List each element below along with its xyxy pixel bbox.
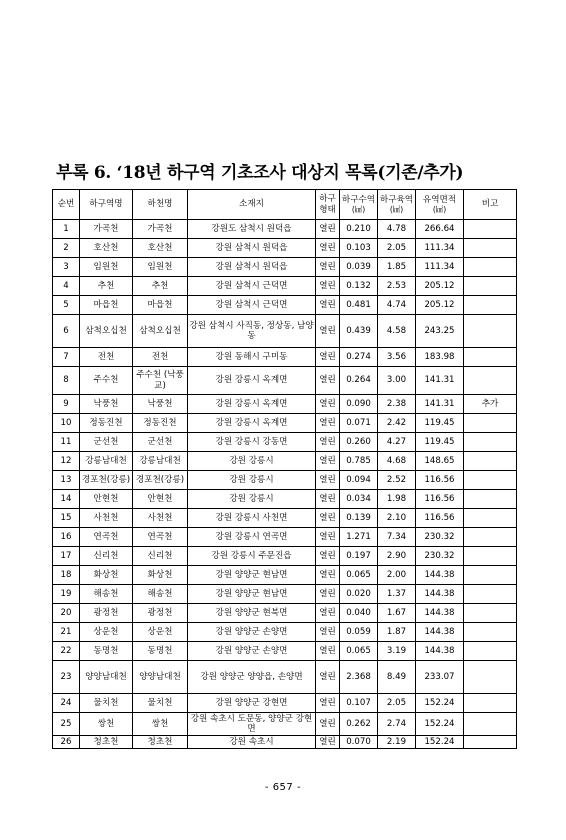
cell-estuary-area: 4.27 [378,433,416,452]
cell-type: 열린 [316,258,340,277]
cell-type: 열린 [316,452,340,471]
cell-river: 정동진천 [133,414,188,433]
cell-estuary: 경포천(강릉) [80,471,133,490]
page-number: - 657 - [264,782,302,793]
table-row [53,220,517,239]
cell-note [464,220,517,239]
cell-type: 열린 [316,239,340,258]
cell-basin-area: 141.31 [416,395,464,414]
cell-type: 열린 [316,736,340,749]
cell-estuary: 광정천 [80,604,133,623]
cell-river: 청초천 [133,736,188,749]
cell-note [464,547,517,566]
cell-location: 강원 강릉시 옥계면 [188,367,316,395]
cell-river: 가곡천 [133,220,188,239]
cell-water-area: 0.481 [340,296,378,315]
cell-type: 열린 [316,661,340,694]
cell-estuary-area: 2.00 [378,566,416,585]
cell-type: 열린 [316,585,340,604]
cell-basin-area: 111.34 [416,239,464,258]
cell-note [464,528,517,547]
cell-estuary: 해송천 [80,585,133,604]
cell-note [464,623,517,642]
cell-estuary-area: 3.00 [378,367,416,395]
cell-river: 연곡천 [133,528,188,547]
cell-river: 동명천 [133,642,188,661]
cell-estuary-area: 2.05 [378,694,416,713]
cell-location: 강원 삼척시 원덕읍 [188,258,316,277]
table-body [53,220,517,749]
cell-estuary-area: 4.78 [378,220,416,239]
header-location: 소재지 [188,190,316,220]
cell-no: 23 [53,661,80,694]
cell-water-area: 0.040 [340,604,378,623]
cell-type: 열린 [316,623,340,642]
cell-river: 호산천 [133,239,188,258]
table-row [53,585,517,604]
header-type-line2: 형태 [319,204,336,215]
header-water-area [340,190,378,220]
table-row [53,642,517,661]
cell-basin-area: 144.38 [416,642,464,661]
cell-no: 24 [53,694,80,713]
cell-river: 안현천 [133,490,188,509]
cell-estuary: 임원천 [80,258,133,277]
table-row [53,471,517,490]
cell-type: 열린 [316,367,340,395]
cell-note [464,694,517,713]
table-row [53,414,517,433]
cell-water-area: 2.368 [340,661,378,694]
cell-basin-area: 205.12 [416,296,464,315]
cell-basin-area: 119.45 [416,414,464,433]
cell-note [464,713,517,736]
cell-estuary-area: 2.90 [378,547,416,566]
cell-estuary-area: 1.85 [378,258,416,277]
header-river: 하천명 [133,190,188,220]
cell-estuary: 사천천 [80,509,133,528]
cell-no: 1 [53,220,80,239]
cell-basin-area: 144.38 [416,585,464,604]
table-row [53,452,517,471]
cell-water-area: 0.103 [340,239,378,258]
header-note: 비고 [464,190,517,220]
cell-location: 강원 강릉시 [188,490,316,509]
table-row [53,315,517,348]
cell-basin-area: 111.34 [416,258,464,277]
cell-location: 강원 강릉시 강동면 [188,433,316,452]
cell-estuary: 안현천 [80,490,133,509]
table-row [53,258,517,277]
cell-no: 26 [53,736,80,749]
cell-estuary: 군선천 [80,433,133,452]
cell-type: 열린 [316,566,340,585]
cell-basin-area: 152.24 [416,713,464,736]
cell-note [464,471,517,490]
cell-water-area: 0.034 [340,490,378,509]
table-row [53,277,517,296]
cell-estuary-area: 4.58 [378,315,416,348]
cell-estuary-area: 2.52 [378,471,416,490]
cell-note [464,414,517,433]
cell-no: 19 [53,585,80,604]
cell-estuary: 청초천 [80,736,133,749]
cell-location: 강원 강릉시 옥계면 [188,395,316,414]
cell-location: 강원 양양군 손양면 [188,642,316,661]
cell-location: 강원 속초시 [188,736,316,749]
cell-location: 강원 강릉시 사천면 [188,509,316,528]
table-row [53,694,517,713]
cell-estuary-area: 3.19 [378,642,416,661]
cell-water-area: 0.262 [340,713,378,736]
cell-water-area: 0.071 [340,414,378,433]
cell-no: 18 [53,566,80,585]
header-estuary-area-label: 하구육역 [379,194,414,205]
cell-note [464,661,517,694]
table-row [53,547,517,566]
cell-type: 열린 [316,414,340,433]
cell-location: 강원 양양군 현남면 [188,566,316,585]
cell-type: 열린 [316,220,340,239]
table-header-row [53,190,517,220]
cell-type: 열린 [316,528,340,547]
cell-basin-area: 116.56 [416,471,464,490]
cell-river: 양양남대천 [133,661,188,694]
header-water-area-unit: (㎢) [351,205,366,215]
header-estuary-area-unit: (㎢) [389,205,404,215]
cell-basin-area: 152.24 [416,694,464,713]
cell-no: 21 [53,623,80,642]
cell-no: 5 [53,296,80,315]
cell-basin-area: 230.32 [416,547,464,566]
cell-type: 열린 [316,509,340,528]
cell-location: 강원 동해시 구미동 [188,348,316,367]
cell-no: 14 [53,490,80,509]
cell-no: 15 [53,509,80,528]
cell-water-area: 0.264 [340,367,378,395]
cell-estuary-area: 7.34 [378,528,416,547]
table-row [53,395,517,414]
header-basin-area [416,190,464,220]
cell-river: 전천 [133,348,188,367]
cell-no: 3 [53,258,80,277]
cell-estuary: 상운천 [80,623,133,642]
cell-note [464,367,517,395]
cell-no: 2 [53,239,80,258]
cell-location: 강원 삼척시 근덕면 [188,296,316,315]
cell-estuary: 강릉남대천 [80,452,133,471]
page-title: 부록 6. ‘18년 하구역 기초조사 대상지 목록(기존/추가) [56,163,464,183]
cell-note [464,736,517,749]
cell-water-area: 0.260 [340,433,378,452]
cell-water-area: 1.271 [340,528,378,547]
cell-type: 열린 [316,395,340,414]
cell-estuary: 물치천 [80,694,133,713]
cell-no: 16 [53,528,80,547]
table-row [53,509,517,528]
cell-note [464,433,517,452]
cell-note [464,452,517,471]
cell-estuary-area: 2.05 [378,239,416,258]
cell-no: 12 [53,452,80,471]
table-row [53,604,517,623]
cell-basin-area: 233.07 [416,661,464,694]
cell-note: 추가 [464,395,517,414]
cell-estuary-area: 1.67 [378,604,416,623]
cell-no: 4 [53,277,80,296]
cell-no: 20 [53,604,80,623]
cell-no: 7 [53,348,80,367]
cell-estuary-area: 2.38 [378,395,416,414]
cell-water-area: 0.132 [340,277,378,296]
cell-location: 강원 강릉시 [188,452,316,471]
cell-estuary: 추천 [80,277,133,296]
header-estuary: 하구역명 [80,190,133,220]
cell-note [464,604,517,623]
cell-river: 경포천(강릉) [133,471,188,490]
cell-note [464,509,517,528]
cell-estuary: 쌍천 [80,713,133,736]
cell-basin-area: 116.56 [416,509,464,528]
cell-location: 강원 강릉시 주문진읍 [188,547,316,566]
cell-estuary: 동명천 [80,642,133,661]
cell-river: 해송천 [133,585,188,604]
cell-type: 열린 [316,694,340,713]
cell-basin-area: 144.38 [416,623,464,642]
header-no: 순번 [53,190,80,220]
cell-water-area: 0.785 [340,452,378,471]
cell-estuary-area: 2.42 [378,414,416,433]
cell-estuary: 주수천 [80,367,133,395]
cell-basin-area: 144.38 [416,604,464,623]
cell-note [464,566,517,585]
cell-note [464,490,517,509]
cell-river: 임원천 [133,258,188,277]
table-row [53,348,517,367]
cell-location: 강원 속초시 도문동, 양양군 강현면 [188,713,316,736]
cell-water-area: 0.439 [340,315,378,348]
cell-type: 열린 [316,713,340,736]
table-row [53,623,517,642]
table-row [53,566,517,585]
table-row [53,713,517,736]
cell-basin-area: 148.65 [416,452,464,471]
cell-type: 열린 [316,315,340,348]
cell-basin-area: 183.98 [416,348,464,367]
table-row [53,296,517,315]
cell-river: 화상천 [133,566,188,585]
header-basin-area-unit: (㎢) [432,205,447,215]
cell-location: 강원 강릉시 옥계면 [188,414,316,433]
cell-note [464,258,517,277]
cell-river: 광정천 [133,604,188,623]
cell-water-area: 0.065 [340,642,378,661]
cell-type: 열린 [316,296,340,315]
cell-note [464,315,517,348]
cell-estuary: 마읍천 [80,296,133,315]
header-type [316,190,340,220]
cell-river: 신리천 [133,547,188,566]
cell-estuary: 낙풍천 [80,395,133,414]
cell-river: 쌍천 [133,713,188,736]
cell-type: 열린 [316,433,340,452]
cell-estuary: 정동진천 [80,414,133,433]
header-estuary-area [378,190,416,220]
cell-estuary: 호산천 [80,239,133,258]
cell-note [464,277,517,296]
cell-estuary-area: 2.19 [378,736,416,749]
cell-river: 사천천 [133,509,188,528]
cell-note [464,642,517,661]
cell-note [464,348,517,367]
cell-no: 13 [53,471,80,490]
cell-estuary-area: 8.49 [378,661,416,694]
cell-basin-area: 119.45 [416,433,464,452]
header-type-line1: 하구 [319,194,336,205]
cell-water-area: 0.070 [340,736,378,749]
cell-river: 상운천 [133,623,188,642]
cell-water-area: 0.039 [340,258,378,277]
cell-river: 낙풍천 [133,395,188,414]
cell-type: 열린 [316,642,340,661]
cell-water-area: 0.210 [340,220,378,239]
cell-no: 8 [53,367,80,395]
cell-type: 열린 [316,604,340,623]
cell-basin-area: 205.12 [416,277,464,296]
cell-location: 강원 양양군 양양읍, 손양면 [188,661,316,694]
cell-water-area: 0.107 [340,694,378,713]
cell-type: 열린 [316,490,340,509]
cell-estuary-area: 3.56 [378,348,416,367]
cell-estuary: 가곡천 [80,220,133,239]
table-row [53,367,517,395]
cell-location: 강원 양양군 손양면 [188,623,316,642]
table-row [53,433,517,452]
cell-water-area: 0.094 [340,471,378,490]
cell-note [464,296,517,315]
cell-estuary-area: 2.53 [378,277,416,296]
cell-river: 물치천 [133,694,188,713]
cell-location: 강원 강릉시 [188,471,316,490]
cell-no: 6 [53,315,80,348]
cell-river: 추천 [133,277,188,296]
cell-river: 삼척오십천 [133,315,188,348]
cell-estuary: 화상천 [80,566,133,585]
cell-estuary: 연곡천 [80,528,133,547]
cell-type: 열린 [316,277,340,296]
cell-estuary: 삼척오십천 [80,315,133,348]
cell-basin-area: 266.64 [416,220,464,239]
cell-note [464,585,517,604]
cell-location: 강원 양양군 현남면 [188,585,316,604]
cell-type: 열린 [316,547,340,566]
table-row [53,528,517,547]
cell-location: 강원 양양군 강현면 [188,694,316,713]
table-row [53,661,517,694]
cell-estuary: 전천 [80,348,133,367]
cell-water-area: 0.065 [340,566,378,585]
cell-location: 강원 삼척시 원덕읍 [188,239,316,258]
cell-river: 강릉남대천 [133,452,188,471]
header-water-area-label: 하구수역 [341,194,376,205]
cell-location: 강원도 삼척시 원덕읍 [188,220,316,239]
cell-estuary-area: 4.74 [378,296,416,315]
cell-type: 열린 [316,348,340,367]
cell-basin-area: 141.31 [416,367,464,395]
cell-water-area: 0.274 [340,348,378,367]
header-basin-area-label: 유역면적 [422,194,457,205]
cell-estuary: 양양남대천 [80,661,133,694]
cell-river: 마읍천 [133,296,188,315]
cell-estuary-area: 2.10 [378,509,416,528]
cell-location: 강원 강릉시 연곡면 [188,528,316,547]
cell-no: 11 [53,433,80,452]
cell-basin-area: 144.38 [416,566,464,585]
table-row [53,736,517,749]
cell-no: 9 [53,395,80,414]
cell-estuary: 신리천 [80,547,133,566]
cell-water-area: 0.197 [340,547,378,566]
estuary-survey-table [52,189,517,749]
cell-estuary-area: 4.68 [378,452,416,471]
cell-estuary-area: 1.98 [378,490,416,509]
cell-basin-area: 230.32 [416,528,464,547]
cell-no: 22 [53,642,80,661]
cell-river: 군선천 [133,433,188,452]
cell-location: 강원 양양군 현북면 [188,604,316,623]
table-row [53,490,517,509]
cell-no: 10 [53,414,80,433]
cell-no: 17 [53,547,80,566]
cell-no: 25 [53,713,80,736]
cell-location: 강원 삼척시 사직동, 정상동, 남양동 [188,315,316,348]
cell-basin-area: 152.24 [416,736,464,749]
cell-water-area: 0.090 [340,395,378,414]
cell-water-area: 0.139 [340,509,378,528]
cell-note [464,239,517,258]
cell-basin-area: 243.25 [416,315,464,348]
cell-estuary-area: 2.74 [378,713,416,736]
cell-river: 주수천 (낙풍교) [133,367,188,395]
cell-water-area: 0.059 [340,623,378,642]
cell-estuary-area: 1.37 [378,585,416,604]
cell-estuary-area: 1.87 [378,623,416,642]
cell-basin-area: 116.56 [416,490,464,509]
cell-type: 열린 [316,471,340,490]
table-row [53,239,517,258]
cell-location: 강원 삼척시 근덕면 [188,277,316,296]
cell-water-area: 0.020 [340,585,378,604]
